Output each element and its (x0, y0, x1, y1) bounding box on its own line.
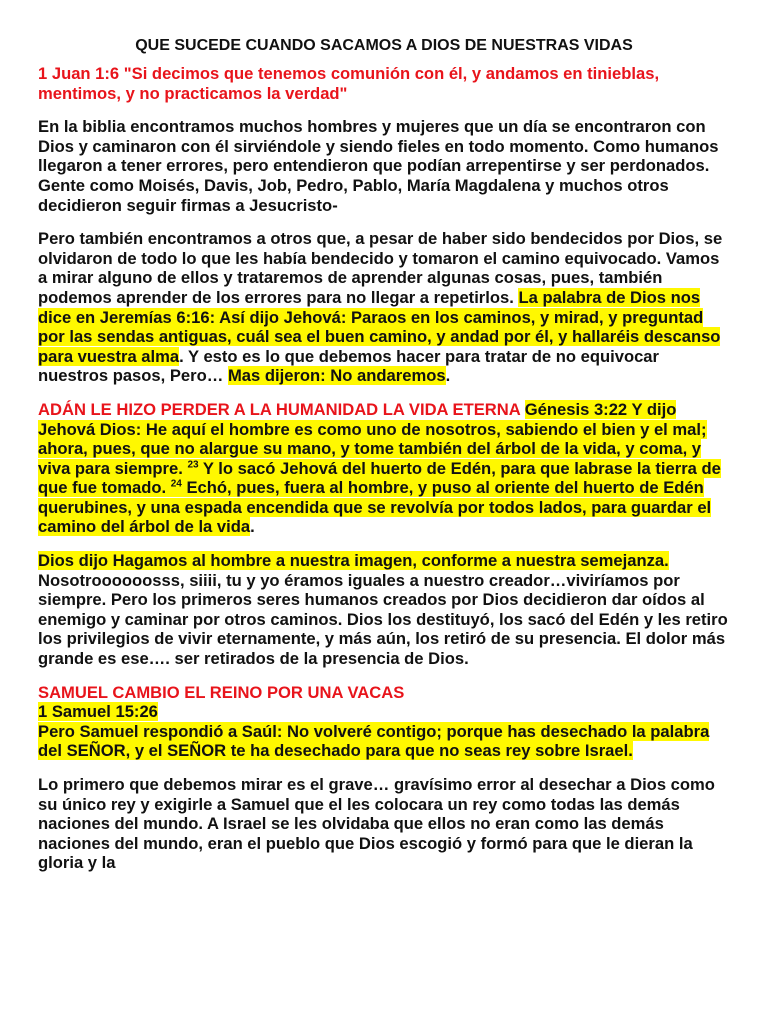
samuel-quote: Pero Samuel respondió a Saúl: No volveré contigo; porque has desechado la palabra del SEÑOR, y el SEÑOR te ha desechado para que no seas rey sobre Israel. (38, 721, 710, 761)
highlighted-quote-no-andaremos: Mas dijeron: No andaremos (227, 366, 446, 386)
verse-22: Génesis 3:22 Y dijo Jehová Dios: He aquí el hombre es como uno de nosotros, sabiendo el bien y el mal; ahora, pues, que no alargue su mano, y tome también del árbol de la vida, y coma, y viva para siempre. (38, 399, 707, 478)
paragraph-text: Nosotroooooosss, siiii, tu y yo éramos iguales a nuestro creador…viviríamos por siempre. Pero los primeros seres humanos creados por Dios decidieron dar oídos al enemigo y caminar por otros caminos. Dios los destituyó, los sacó del Edén y les retiro los privilegios de vivir eternamente, y más aún, los retiró de su presencia. El dolor más grande es ese…. ser retirados de la presencia de Dios. (38, 570, 728, 669)
paragraph-text: . (250, 517, 255, 537)
paragraph-text: . Y esto es lo que debemos hacer para tratar de no equivocar nuestros pasos, Pero… (38, 346, 659, 386)
verse-number-23: 23 (187, 459, 199, 471)
verse-number-24: 24 (170, 478, 182, 490)
paragraph-text: Pero también encontramos a otros que, a pesar de haber sido bendecidos por Dios, se olvidaron de todo lo que les había bendecido y tomaron el camino equivocado. Vamos a mirar alguno de ellos y trataremos de aprender algunas cosas, pues, también podemos aprender de los errores para no llegar a repetirlos. (38, 229, 723, 307)
paragraph-text: . (445, 366, 451, 386)
verse-23: Y lo sacó Jehová del huerto de Edén, para que labrase la tierra de que fue tomado. (38, 458, 721, 498)
section-heading-adan: ADÁN LE HIZO PERDER A LA HUMANIDAD LA VIDA ETERNA (38, 399, 521, 419)
highlighted-quote-imagen: Dios dijo Hagamos al hombre a nuestra imagen, conforme a nuestra semejanza. (38, 551, 669, 571)
samuel-section (38, 683, 730, 761)
intro-paragraph: En la biblia encontramos muchos hombres y mujeres que un día se encontraron con Dios y caminaron con él sirviéndole y siendo fieles en todo momento. Como humanos llegaron a tener errores, pero entendieron que podían arrepentirse y ser perdonados. Gente como Moisés, Davis, Job, Pedro, Pablo, María Magdalena y muchos otros decidieron seguir firmas a Jesucristo- (38, 117, 719, 215)
opening-verse: 1 Juan 1:6 "Si decimos que tenemos comunión con él, y andamos en tinieblas, mentimos, y no practicamos la verdad" (38, 64, 660, 103)
highlighted-quote-jeremias: La palabra de Dios nos dice en Jeremías 6:16: Así dijo Jehová: Paraos en los caminos, y mirad, y preguntad por las sendas antiguas, cuál sea el buen camino, y andad por él, y hallaréis descanso para vuestra alma (38, 287, 721, 366)
verse-24: Echó, pues, fuera al hombre, y puso al oriente del huerto de Edén querubines, y una espada encendida que se revolvía por todos lados, para guardar el camino del árbol de la vida (38, 478, 712, 537)
imagen-paragraph (38, 551, 730, 669)
section-heading-samuel: SAMUEL CAMBIO EL REINO POR UNA VACAS (38, 682, 405, 702)
adan-section (38, 400, 730, 537)
page-title: QUE SUCEDE CUANDO SACAMOS A DIOS DE NUESTRAS VIDAS (135, 37, 633, 54)
closing-paragraph: Lo primero que debemos mirar es el grave… gravísimo error al desechar a Dios como su único rey y exigirle a Samuel que el les colocara un rey como todas las demás naciones del mundo. A Israel se les olvidaba que ellos no eran como las demás naciones del mundo, eran el pueblo que Dios escogió y formó para que le dieran la gloria y la (38, 775, 715, 873)
second-paragraph (38, 229, 730, 386)
genesis-quote (38, 400, 721, 537)
samuel-reference: 1 Samuel 15:26 (38, 702, 158, 722)
